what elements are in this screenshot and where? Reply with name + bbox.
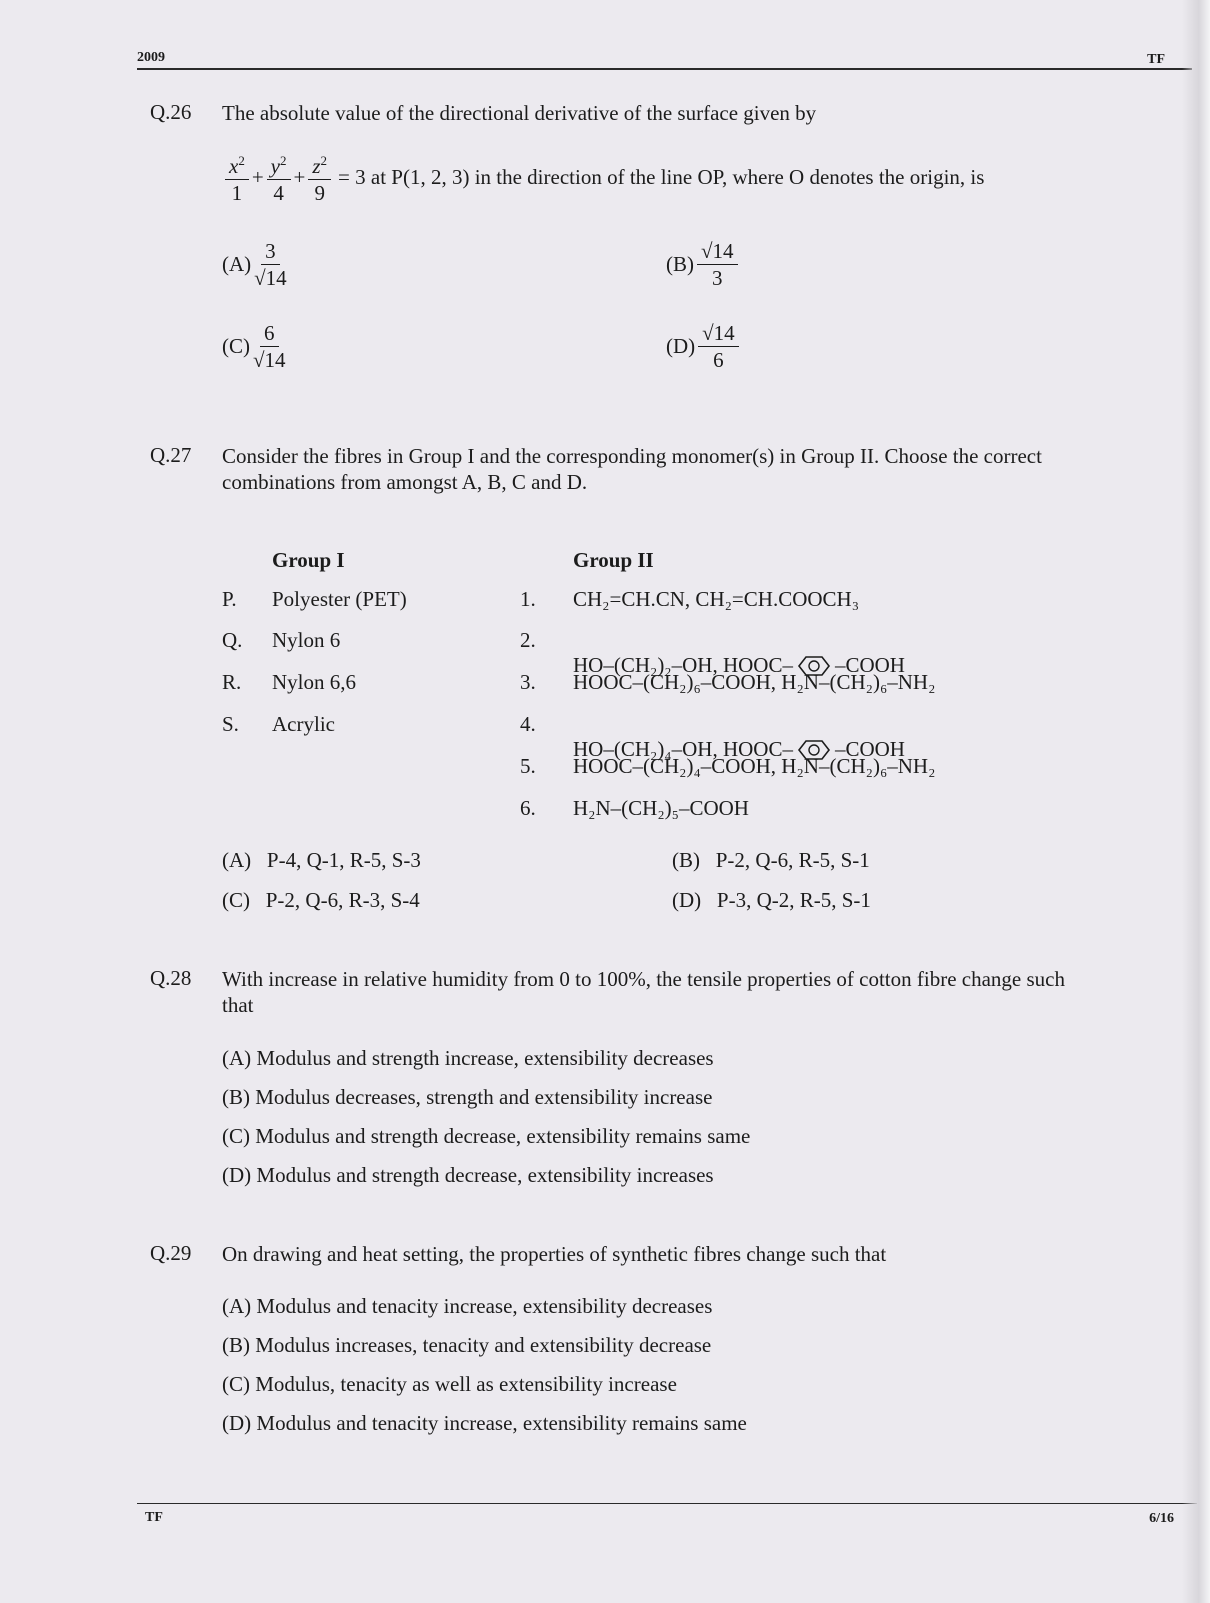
group2-item-6: 6. H₂N–(CH₂)₅–COOH: [520, 796, 749, 820]
q27-option-a[interactable]: (A) P-4, Q-1, R-5, S-3: [222, 848, 421, 872]
q27-stem-line2: combinations from amongst A, B, C and D.: [222, 470, 588, 494]
q28-option-a[interactable]: (A) Modulus and strength increase, extensibility decreases: [222, 1046, 714, 1070]
page-edge-shadow: [1182, 0, 1210, 1603]
q29-option-a[interactable]: (A) Modulus and tenacity increase, extensibility decreases: [222, 1294, 713, 1318]
header-year: 2009: [137, 50, 165, 65]
q29-option-d[interactable]: (D) Modulus and tenacity increase, extensibility remains same: [222, 1411, 747, 1435]
header-code: TF: [1147, 52, 1165, 67]
footer-code: TF: [145, 1510, 163, 1525]
q26-equation: $\frac{x^2}{1}$ + $\frac{y^2}{4}$ + $\frac{z^2}{9}$ = 3 at P(1, 2, 3) in the direction of the line OP, where O denotes the origin, is: [222, 148, 984, 206]
q26-option-c[interactable]: (C) $\frac{6}{√14}$: [222, 321, 286, 372]
q29-option-b[interactable]: (B) Modulus increases, tenacity and extensibility decrease: [222, 1333, 712, 1357]
q28-option-b[interactable]: (B) Modulus decreases, strength and extensibility increase: [222, 1085, 713, 1109]
q28-stem-line1: With increase in relative humidity from 0 to 100%, the tensile properties of cotton fibre change such: [222, 967, 1065, 991]
q28-option-c[interactable]: (C) Modulus and strength decrease, extensibility remains same: [222, 1124, 751, 1148]
q26-stem: The absolute value of the directional derivative of the surface given by: [222, 101, 817, 125]
footer-rule: [137, 1503, 1197, 1504]
q29-option-c[interactable]: (C) Modulus, tenacity as well as extensibility increase: [222, 1372, 677, 1396]
frac-y: $\frac{y^2}{4}$: [267, 148, 291, 206]
group2-item-1: 1. CH₂=CH.CN, CH₂=CH.COOCH₃: [520, 587, 860, 611]
q27-stem-line1: Consider the fibres in Group I and the corresponding monomer(s) in Group II. Choose the correct: [222, 444, 1042, 468]
group2-item-4: 4. HO–(CH₂)₄–OH, HOOC– –COOH: [520, 712, 905, 761]
q28-number: Q.28: [150, 966, 192, 990]
q29-stem: On drawing and heat setting, the properties of synthetic fibres change such that: [222, 1242, 887, 1266]
group1-item-q: Q. Nylon 6: [222, 628, 341, 652]
header-rule: [137, 68, 1192, 70]
q28-stem-line2: that: [222, 993, 254, 1017]
group2-item-2: 2. HO–(CH₂)₂–OH, HOOC– –COOH: [520, 628, 905, 677]
group1-header: Group I: [272, 548, 345, 572]
q26-number: Q.26: [150, 100, 192, 124]
q26-option-d[interactable]: (D) $\frac{√14}{6}$: [666, 320, 742, 373]
footer-page-number: 6/16: [1149, 1511, 1174, 1526]
q27-option-b[interactable]: (B) P-2, Q-6, R-5, S-1: [672, 848, 870, 872]
group2-item-3: 3. HOOC–(CH₂)₆–COOH, H₂N–(CH₂)₆–NH₂: [520, 670, 936, 694]
q27-option-d[interactable]: (D) P-3, Q-2, R-5, S-1: [672, 888, 871, 912]
q26-eq-tail: = 3 at P(1, 2, 3) in the direction of the line OP, where O denotes the origin, is: [338, 165, 985, 189]
q29-number: Q.29: [150, 1241, 192, 1265]
q26-option-b[interactable]: (B) $\frac{√14}{3}$: [666, 238, 741, 291]
q27-option-c[interactable]: (C) P-2, Q-6, R-3, S-4: [222, 888, 420, 912]
q27-number: Q.27: [150, 443, 192, 467]
frac-x: $\frac{x^2}{1}$: [225, 148, 249, 206]
group1-item-r: R. Nylon 6,6: [222, 670, 356, 694]
group2-header: Group II: [573, 548, 654, 572]
group1-item-p: P. Polyester (PET): [222, 587, 407, 611]
q26-option-a[interactable]: (A) $\frac{3}{√14}$: [222, 239, 287, 290]
group2-item-5: 5. HOOC–(CH₂)₄–COOH, H₂N–(CH₂)₆–NH₂: [520, 754, 936, 778]
group1-item-s: S. Acrylic: [222, 712, 335, 736]
frac-z: $\frac{z^2}{9}$: [308, 148, 331, 206]
q28-option-d[interactable]: (D) Modulus and strength decrease, extensibility increases: [222, 1163, 714, 1187]
